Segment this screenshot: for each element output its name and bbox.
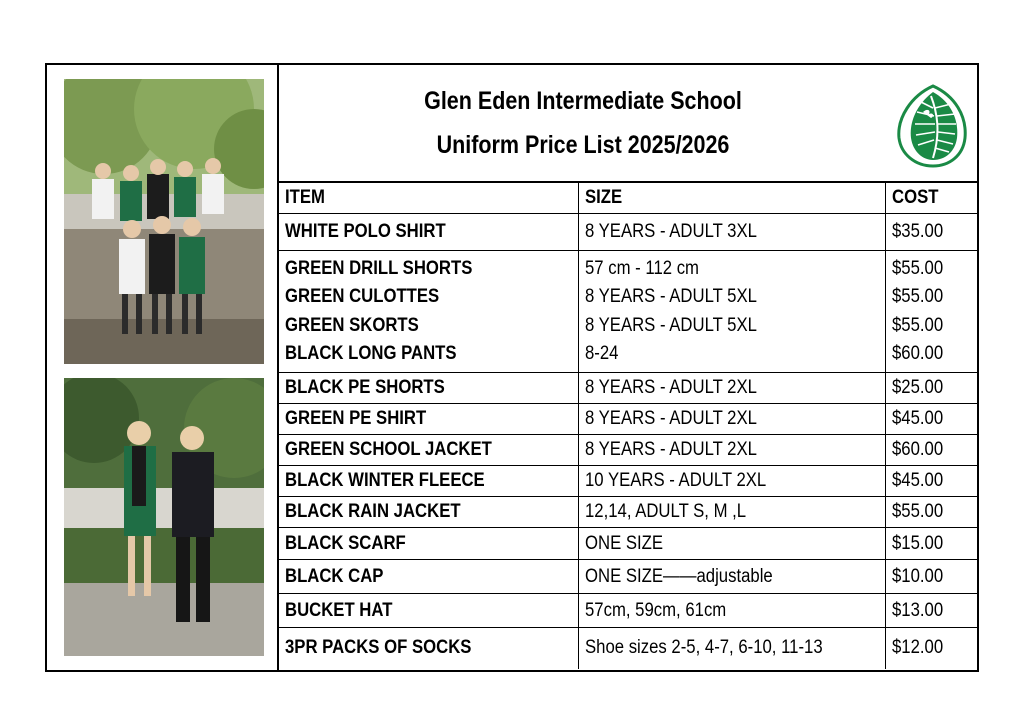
item-cost: $10.00 — [891, 565, 943, 587]
photo-column — [47, 65, 279, 670]
item-name: WHITE POLO SHIRT — [285, 221, 446, 242]
item-size: 12,14, ADULT S, M ,L — [584, 501, 746, 522]
column-header-cost: COST — [885, 183, 979, 214]
table-row — [279, 466, 979, 497]
item-name: BUCKET HAT — [285, 599, 393, 621]
item-name: GREEN SKORTS — [285, 314, 419, 336]
item-cost: $12.00 — [891, 637, 943, 659]
item-cost: $15.00 — [891, 532, 943, 554]
page-title: Glen Eden Intermediate School — [424, 87, 742, 115]
item-size: 10 YEARS - ADULT 2XL — [584, 470, 766, 491]
column-header-item: ITEM — [279, 183, 578, 214]
item-name: GREEN DRILL SHORTS — [285, 257, 473, 279]
header — [279, 65, 977, 183]
item-cost: $55.00 — [891, 286, 943, 307]
item-cost: $55.00 — [891, 501, 943, 522]
photo-students-jackets — [64, 378, 264, 656]
table-row — [279, 214, 979, 251]
fern-leaf-logo-icon — [893, 82, 971, 168]
item-name: BLACK WINTER FLEECE — [285, 470, 485, 491]
item-cost: $60.00 — [891, 343, 943, 364]
table-row — [279, 560, 979, 594]
item-cost: $25.00 — [891, 377, 943, 398]
item-cost: $55.00 — [891, 314, 943, 336]
table-row — [279, 251, 979, 373]
item-size: Shoe sizes 2-5, 4-7, 6-10, 11-13 — [584, 637, 823, 659]
item-size: 8 YEARS - ADULT 5XL — [584, 314, 757, 336]
table-row — [279, 435, 979, 466]
table-row — [279, 373, 979, 404]
item-cost: $55.00 — [891, 257, 943, 279]
item-name: BLACK PE SHORTS — [285, 377, 445, 398]
item-size: 8 YEARS - ADULT 2XL — [584, 377, 757, 398]
table-row — [279, 628, 979, 669]
table-header-row — [279, 183, 979, 214]
item-cost: $35.00 — [891, 221, 943, 242]
price-table — [279, 183, 979, 669]
item-name: BLACK RAIN JACKET — [285, 501, 461, 522]
item-name: BLACK CAP — [285, 565, 384, 587]
item-name: BLACK SCARF — [285, 532, 406, 554]
item-size: 8-24 — [584, 343, 618, 364]
item-size: 8 YEARS - ADULT 2XL — [584, 408, 757, 429]
item-size: ONE SIZE——adjustable — [584, 565, 773, 587]
item-cost: $45.00 — [891, 470, 943, 491]
item-size: 8 YEARS - ADULT 3XL — [584, 221, 757, 242]
table-row — [279, 528, 979, 560]
item-name: BLACK LONG PANTS — [285, 343, 457, 364]
item-name: GREEN CULOTTES — [285, 286, 440, 307]
item-name: GREEN SCHOOL JACKET — [285, 439, 492, 460]
item-size: 8 YEARS - ADULT 5XL — [584, 286, 757, 307]
item-size: ONE SIZE — [584, 532, 663, 554]
item-cost: $60.00 — [891, 439, 943, 460]
item-name: GREEN PE SHIRT — [285, 408, 427, 429]
price-list-frame — [45, 63, 979, 672]
item-cost: $13.00 — [891, 599, 943, 621]
item-cost: $45.00 — [891, 408, 943, 429]
item-size: 57cm, 59cm, 61cm — [584, 599, 726, 621]
item-size: 8 YEARS - ADULT 2XL — [584, 439, 757, 460]
table-row — [279, 404, 979, 435]
column-header-size: SIZE — [578, 183, 885, 214]
item-size: 57 cm - 112 cm — [584, 257, 699, 279]
group-photo-students — [64, 79, 264, 364]
item-name: 3PR PACKS OF SOCKS — [285, 637, 472, 659]
table-row — [279, 594, 979, 628]
table-row — [279, 497, 979, 528]
page-subtitle: Uniform Price List 2025/2026 — [436, 131, 730, 159]
